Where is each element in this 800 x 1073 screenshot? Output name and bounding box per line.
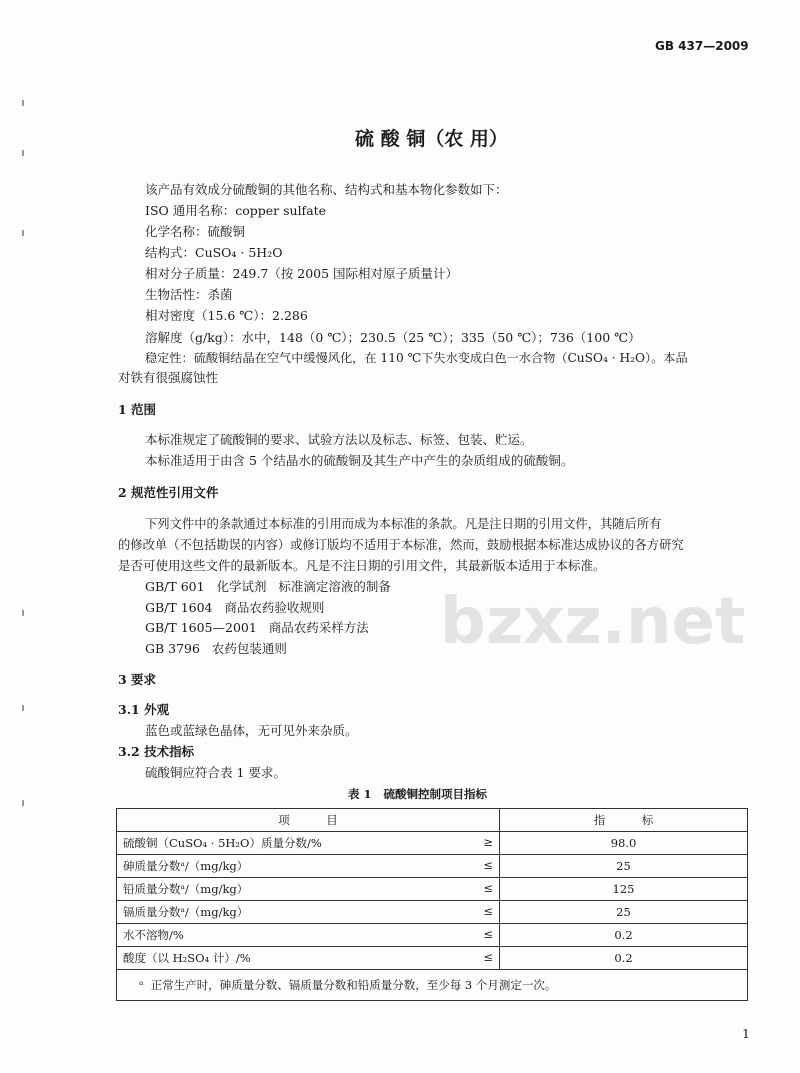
section-heading-1: 1 范围 <box>118 402 157 417</box>
paragraph: 本标准适用于由含 5 个结晶水的硫酸铜及其生产中产生的杂质组成的硫酸铜。 <box>145 453 574 468</box>
scan-mark <box>22 705 24 711</box>
intro-line: 该产品有效成分硫酸铜的其他名称、结构式和基本物化参数如下： <box>145 182 508 197</box>
intro-line: 结构式：CuSO₄ · 5H₂O <box>145 245 283 260</box>
paragraph: 硫酸铜应符合表 1 要求。 <box>145 765 286 780</box>
intro-line: 化学名称：硫酸铜 <box>145 224 246 239</box>
table-row <box>117 878 748 901</box>
intro-line: 生物活性：杀菌 <box>145 287 233 302</box>
item-label: 铅质量分数ᵃ/（mg/kg） <box>123 882 249 896</box>
item-cell <box>117 832 500 855</box>
comparison-symbol: ≤ <box>483 927 493 941</box>
comparison-symbol: ≤ <box>483 858 493 872</box>
table-row <box>117 924 748 947</box>
comparison-symbol: ≤ <box>483 950 493 964</box>
table-footnote: ᵃ 正常生产时，砷质量分数、镉质量分数和铅质量分数，至少每 3 个月测定一次。 <box>117 970 748 1001</box>
reference-item: GB/T 601 化学试剂 标准滴定溶液的制备 <box>145 579 391 594</box>
value-cell: 0.2 <box>500 924 748 947</box>
reference-item: GB/T 1604 商品农药验收规则 <box>145 600 325 615</box>
intro-line: ISO 通用名称：copper sulfate <box>145 203 327 218</box>
item-cell <box>117 901 500 924</box>
table-footnote-row <box>117 970 748 1001</box>
comparison-symbol: ≤ <box>483 904 493 918</box>
table-row <box>117 901 748 924</box>
item-label: 酸度（以 H₂SO₄ 计）/% <box>123 951 251 965</box>
reference-item: GB 3796 农药包装通则 <box>145 641 287 656</box>
section-heading-3: 3 要求 <box>118 672 157 687</box>
subsection-heading: 3.2 技术指标 <box>118 744 195 759</box>
spec-table <box>116 808 748 1001</box>
scan-mark <box>22 800 24 806</box>
value-cell: 0.2 <box>500 947 748 970</box>
table-row <box>117 947 748 970</box>
intro-line: 溶解度（g/kg）：水中，148（0 ℃）；230.5（25 ℃）；335（50 ℃）；736（100 ℃） <box>145 330 641 345</box>
reference-item: GB/T 1605—2001 商品农药采样方法 <box>145 620 369 635</box>
value-cell: 25 <box>500 901 748 924</box>
item-cell <box>117 947 500 970</box>
standard-code: GB 437—2009 <box>655 39 749 53</box>
scan-mark <box>22 100 24 106</box>
value-cell: 25 <box>500 855 748 878</box>
paragraph: 下列文件中的条款通过本标准的引用而成为本标准的条款。凡是注日期的引用文件，其随后所有 <box>145 517 662 531</box>
item-cell <box>117 878 500 901</box>
header-cell: 指 标 <box>500 809 748 832</box>
value-cell: 125 <box>500 878 748 901</box>
item-label: 镉质量分数ᵃ/（mg/kg） <box>123 905 249 919</box>
intro-line: 对铁有很强腐蚀性 <box>118 370 219 385</box>
paragraph: 是否可使用这些文件的最新版本。凡是不注日期的引用文件，其最新版本适用于本标准。 <box>118 558 606 573</box>
scan-mark <box>22 150 24 156</box>
table-row <box>117 832 748 855</box>
section-heading-2: 2 规范性引用文件 <box>118 485 219 500</box>
page-number: 1 <box>742 1026 750 1041</box>
paragraph: 的修改单（不包括勘误的内容）或修订版均不适用于本标准，然而，鼓励根据本标准达成协议的各方研究 <box>118 538 684 552</box>
paragraph: 本标准规定了硫酸铜的要求、试验方法以及标志、标签、包装、贮运。 <box>145 432 533 447</box>
paragraph: 蓝色或蓝绿色晶体，无可见外来杂质。 <box>145 723 358 738</box>
comparison-symbol: ≥ <box>483 835 493 849</box>
table-header-row <box>117 809 748 832</box>
table-caption: 表 1 硫酸铜控制项目指标 <box>348 787 488 801</box>
item-label: 水不溶物/% <box>123 928 184 942</box>
scan-mark <box>22 230 24 236</box>
intro-line: 稳定性：硫酸铜结晶在空气中缓慢风化，在 110 ℃下失水变成白色一水合物（CuSO₄ · H₂O）。本品 <box>145 351 688 365</box>
item-label: 砷质量分数ᵃ/（mg/kg） <box>123 859 249 873</box>
table-row <box>117 855 748 878</box>
item-cell <box>117 855 500 878</box>
scan-mark <box>22 610 24 616</box>
subsection-heading: 3.1 外观 <box>118 702 170 717</box>
intro-line: 相对分子质量：249.7（按 2005 国际相对原子质量计） <box>145 266 459 281</box>
item-label: 硫酸铜（CuSO₄ · 5H₂O）质量分数/% <box>123 836 322 850</box>
item-cell <box>117 924 500 947</box>
comparison-symbol: ≤ <box>483 881 493 895</box>
value-cell: 98.0 <box>500 832 748 855</box>
intro-line: 相对密度（15.6 ℃）：2.286 <box>145 308 308 323</box>
watermark: bzxz.net <box>440 585 746 659</box>
page-title: 硫 酸 铜（农 用） <box>355 128 508 150</box>
header-cell: 项 目 <box>117 809 500 832</box>
